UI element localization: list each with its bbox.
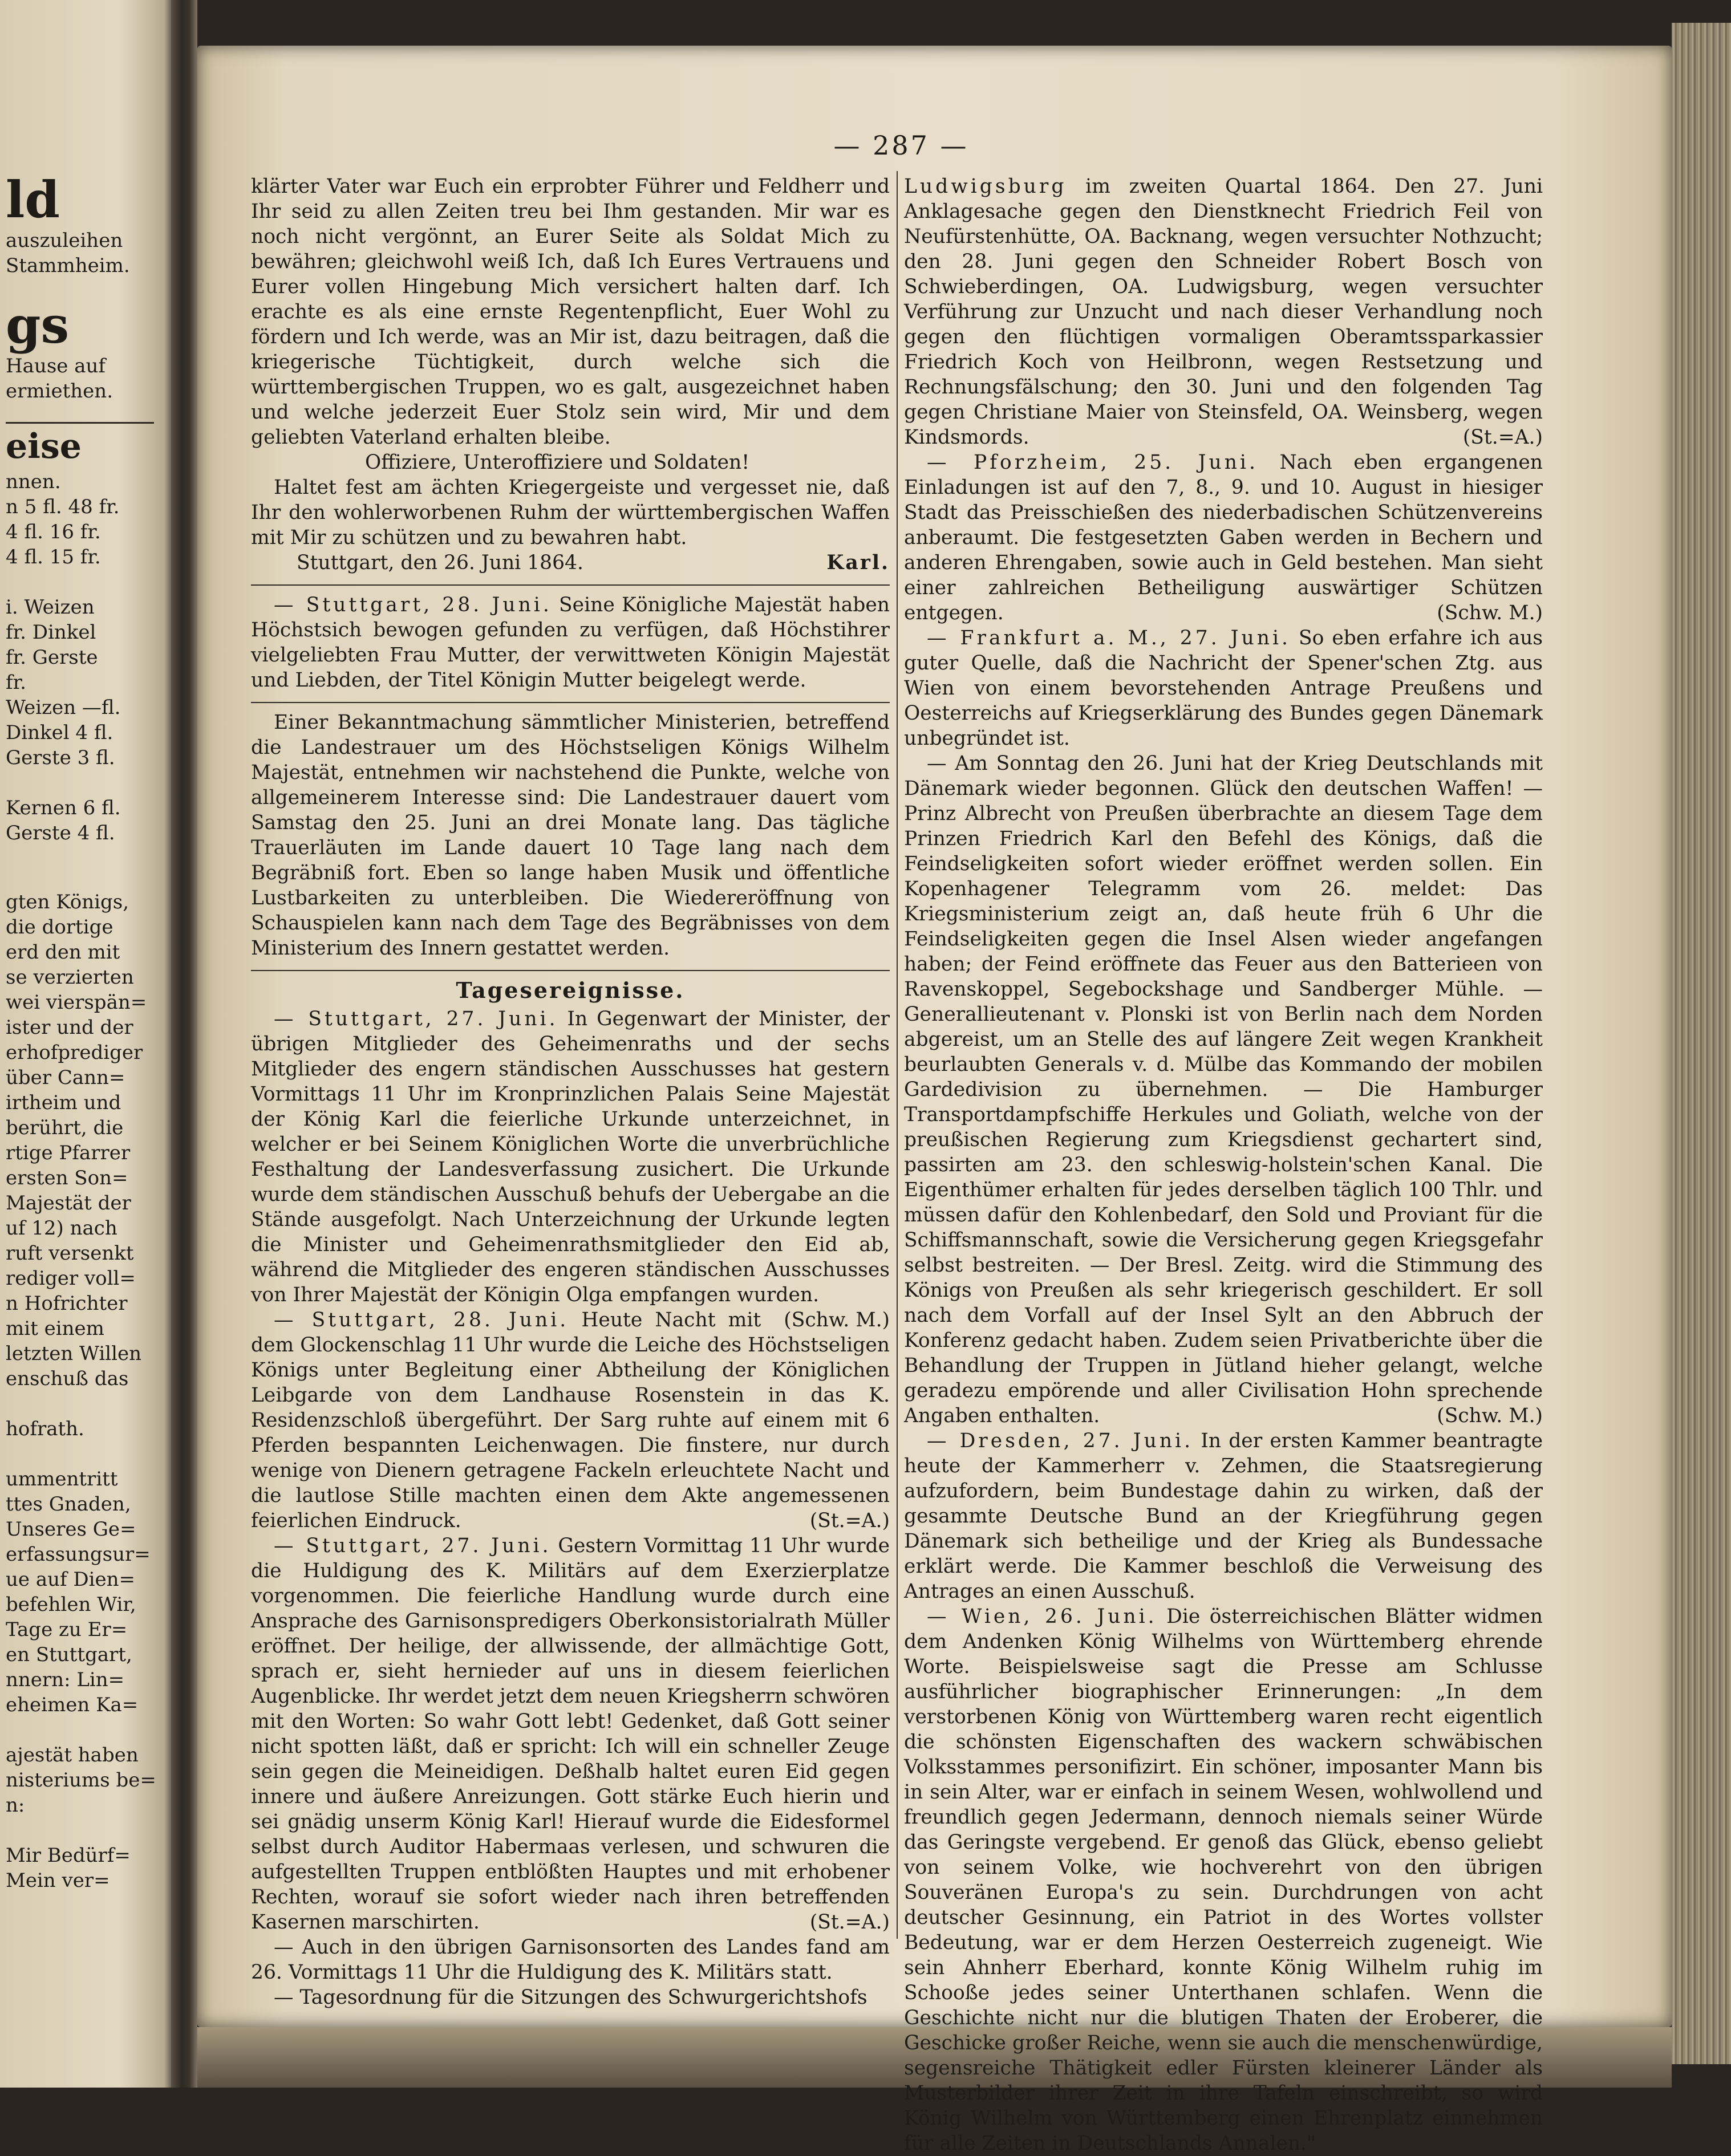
left-line: ersten Son= <box>6 1167 128 1189</box>
news-place: Ludwigsburg <box>904 175 1067 198</box>
left-line: erd den mit <box>6 941 120 964</box>
left-line: gten Königs, <box>6 891 129 913</box>
news-source: (Schw. M.) <box>1437 602 1543 624</box>
left-page-fragment <box>0 0 171 2088</box>
left-line: ttes Gnaden, <box>6 1493 131 1516</box>
left-line: wei vierspän= <box>6 991 147 1014</box>
news-item <box>904 751 1543 1428</box>
left-line: ummentritt <box>6 1468 118 1491</box>
column-right <box>904 174 1543 2156</box>
left-line: fr. <box>6 671 26 694</box>
news-source: (St.=A.) <box>809 1509 890 1532</box>
left-block-2 <box>6 297 165 404</box>
left-line: nisteriums be= <box>6 1769 156 1792</box>
news-place: — Pforzheim, 25. Juni. <box>927 451 1258 474</box>
left-line: n 5 fl. 48 fr. <box>6 496 120 518</box>
left-line: mit einem <box>6 1317 104 1340</box>
news-item <box>251 1308 890 1533</box>
news-text: In Gegenwart der Minister, der übrigen Mitglieder des Geheimenraths und der sechs Mitglieder des engern ständischen Ausschusses hat gestern Vormittags 11 Uhr im Kronprinzlichen Palais Seine Majestät der König Karl die feierliche Urkunde unterzeichnet, in welcher er bei Seinem Königlichen Worte die unverbrüchliche Festhaltung der Landesverfassung zusichert. Die Urkunde wurde dem ständischen Ausschuß behufs der Uebergabe an die Stände ausgefolgt. Nach Unterzeichnung der Urkunde legten die Minister und Geheimenrathsmitglieder den Eid ab, während die Mitglieder des engeren ständischen Ausschusses von Ihrer Majestät der Königin Olga empfangen wurden. <box>251 1008 890 1306</box>
left-line: Gerste 3 fl. <box>6 746 115 769</box>
signature-place: Stuttgart, den 26. Juni 1864. <box>297 551 583 574</box>
news-text: — Am Sonntag den 26. Juni hat der Krieg Deutschlands mit Dänemark wieder begonnen. Glück den deutschen Waffen! — Prinz Albrecht von Preußen überbrachte an diesem Tage dem Prinzen Friedrich Karl den Befehl des Königs, daß die Feindseligkeiten sofort wieder eröffnet werden sollen. Ein Kopenhagener Telegramm vom 26. meldet: Das Kriegsministerium zeigt an, daß heute früh 6 Uhr die Feindseligkeiten gegen die Insel Alsen wieder angefangen haben; der Feind eröffnete das Feuer aus den Batterieen von Ravenskoppel, Segebockshage und Sandberger Mühle. — Generallieutenant v. Plonski ist von Berlin nach dem Norden abgereist, um an Stelle des auf längere Zeit wegen Krankheit beurlaubten Generals v. d. Mülbe das Kommando der mobilen Gardedivision zu übernehmen. — Die Hamburger Transportdampfschiffe Herkules und Goliath, welche von der preußischen Regierung zum Kriegsdienst gechartert sind, passirten am 23. den schleswig-holstein'schen Kanal. Die Eigenthümer erhalten für jedes derselben täglich 100 Thlr. und müssen dafür den Kohlenbedarf, den Sold und Proviant für die Schiffsmannschaft, sowie die Versicherung gegen Kriegsgefahr selbst bestreiten. — Der Bresl. Zeitg. wird die Stimmung des Königs von Preußen als sehr kriegerisch geschildert. Er soll nach dem Vorfall auf der Insel Sylt an den Abbruch der Konferenz gedacht haben. Zudem seien Privatberichte über die Behandlung der Truppen in Jütland hieher gelangt, welche geradezu empörende und aller Civilisation Hohn sprechende Angaben enthalten. <box>904 752 1543 1427</box>
left-line: berührt, die <box>6 1116 124 1139</box>
left-line: Unseres Ge= <box>6 1518 136 1541</box>
news-source: (Schw. M.) <box>784 1309 890 1331</box>
left-price-list <box>6 469 165 846</box>
news-item <box>904 450 1543 626</box>
left-line: ajestät haben <box>6 1744 139 1767</box>
news-item: — Auch in den übrigen Garnisonsorten des Landes fand am 26. Vormittags 11 Uhr die Huldigung des K. Militärs statt. <box>251 1936 890 1984</box>
news-text: Die österreichischen Blätter widmen dem Andenken König Wilhelms von Württemberg ehrende Worte. Beispielsweise sagt die Presse am Schlusse ausführlicher biographischer Erinnerungen: „In dem verstorbenen König von Württemberg waren recht eigentlich die schönsten Eigenschaften des wackern schwäbischen Volksstammes personifizirt. Ein schöner, imposanter Mann bis in sein Alter, war er einfach in seinem Wesen, wohlwollend und freundlich gegen Jedermann, dennoch niemals seiner Würde das Geringste vergebend. Er genoß das Glück, ebenso geliebt von seinem Volke, wie hochverehrt von den übrigen Souveränen Europa's zu sein. Durchdrungen von acht deutscher Gesinnung, ein Patriot in des Wortes vollster Bedeutung, war er dem Herzen Oesterreich zugeneigt. Wie sein Ahnherr Eberhard, konnte König Wilhelm ruhig im Schooße jedes seiner Unterthanen schlafen. Wenn die Geschichte nicht nur die blutigen Thaten der Eroberer, die Geschicke großer Reiche, wenn sie auch die menschenwürdige, segensreiche Thätigkeit edler Fürsten kleinerer Länder als Musterbilder ihrer Zeit in ihre Tafeln einschreibt, so wird König Wilhelm von Württemberg einen Ehrenplatz einnehmen für alle Zeiten in Deutschlands Annalen." <box>904 1605 1543 2155</box>
left-line <box>6 1718 165 1743</box>
left-title-2: gs <box>6 295 70 355</box>
left-line: ruft versenkt <box>6 1242 134 1265</box>
left-line: erfassungsur= <box>6 1543 151 1566</box>
left-line: Gerste 4 fl. <box>6 822 115 844</box>
left-line: rtige Pfarrer <box>6 1142 131 1164</box>
left-line: uf 12) nach <box>6 1217 117 1240</box>
news-text: Nach eben ergangenen Einladungen ist auf den 7, 8., 9. und 10. August in hiesiger Stadt das Preisschießen des niederbadischen Schützenvereins anberaumt. Die festgesetzten Gaben werden in Bechern und anderen Ehrengaben, sowie auch in Geld bestehen. Man sieht einer zahlreichen Betheiligung auswärtiger Schützen entgegen. <box>904 451 1543 624</box>
left-line: Tage zu Er= <box>6 1618 128 1641</box>
left-line: letzten Willen <box>6 1342 142 1365</box>
left-line: n Hofrichter <box>6 1292 128 1315</box>
left-line: fr. Gerste <box>6 646 98 669</box>
left-line: ermiethen. <box>6 380 113 403</box>
news-place: — Stuttgart, 27. Juni. <box>274 1008 558 1030</box>
left-line: ue auf Dien= <box>6 1568 136 1591</box>
signature-name: Karl. <box>826 551 890 574</box>
left-line <box>6 770 165 795</box>
notice-paragraph: Einer Bekanntmachung sämmtlicher Ministerien, betreffend die Landestrauer um des Höchstseligen Königs Wilhelm Majestät, entnehmen wir nachstehend die Punkte, welche von allgemeinerem Interesse sind: Die Landestrauer dauert vom Samstag den 25. Juni an drei Monate lang. Das tägliche Trauerläuten im Lande dauert 10 Tage lang nach dem Begräbniß fort. Eben so lange haben Musik und öffentliche Lustbarkeiten zu unterbleiben. Die Wiedereröffnung von Schauspielen kann nach dem Tage des Begräbnisses von dem Ministerium des Innern gestattet werden. <box>251 711 890 960</box>
news-text: Heute Nacht mit dem Glockenschlag 11 Uhr wurde die Leiche des Höchstseligen Königs unter Begleitung einer Abtheilung der Königlichen Leibgarde von dem Landhause Rosenstein in das K. Residenzschloß übergeführt. Der Sarg ruhte auf einem mit 6 Pferden bespannten Leichenwagen. Die finstere, nur durch wenige von Dienern getragene Fackeln erleuchtete Nacht und die lautlose Stille machten einen dem Akte angemessenen feierlichen Eindruck. <box>251 1309 890 1532</box>
news-place: — Dresden, 27. Juni. <box>927 1430 1194 1452</box>
book-gutter <box>171 0 197 2088</box>
news-item <box>904 174 1543 450</box>
left-block-4 <box>6 890 165 1893</box>
speech-address: Offiziere, Unteroffiziere und Soldaten! <box>365 451 750 474</box>
page-edge <box>1672 23 1731 2064</box>
left-line: Mein ver= <box>6 1869 110 1892</box>
news-item <box>251 592 890 693</box>
news-source: (St.=A.) <box>809 1911 890 1934</box>
speech-paragraph: klärter Vater war Euch ein erprobter Führer und Feldherr und Ihr seid zu allen Zeiten treu bei Ihm gestanden. Mir war es noch nicht vergönnt, an Eurer Seite als Soldat Mich zu bewähren; gleichwohl weiß Ich, daß Ich Eures Vertrauens und Eurer vollen Hingebung Mich versichert halten darf. Ich erachte es als eine ernste Regentenpflicht, Euer Wohl zu fördern und Ich werde, was an Mir ist, dazu beitragen, daß die kriegerische Tüchtigkeit, durch welche sich die württembergischen Truppen, wo es galt, ausgezeichnet haben und welche jederzeit Euer Stolz sein wird, Mir und dem geliebten Vaterland erhalten bleibe. <box>251 175 890 449</box>
separator <box>251 584 890 586</box>
section-heading: Tagesereignisse. <box>456 977 685 1003</box>
news-item <box>904 626 1543 751</box>
news-text: Gestern Vormittag 11 Uhr wurde die Huldigung des K. Militärs auf dem Exerzierplatze vorgenommen. Die feierliche Handlung wurde durch eine Ansprache des Garnisonspredigers Oberkonsistorialrath Müller eröffnet. Der heilige, der allwissende, der allmächtige Gott, sprach er, sieht hernieder auf uns in diesem feierlichen Augenblicke. Ihr werdet jetzt dem neuen Kriegsherrn schwören mit den Worten: So wahr Gott lebt! Gedenket, daß Gott seiner nicht spotten läßt, daß er spricht: Ich will ein schneller Zeuge sein gegen die Meineidigen. Deßhalb haltet euren Eid gegen innere und äußere Anreizungen. Gott stärke Euch hierin und sei gnädig unserm König Karl! Hierauf wurde die Eidesformel selbst durch Auditor Habermaas verlesen, und schwuren die aufgestellten Truppen entblößten Hauptes und mit erhobener Rechten, worauf sie sofort wieder nach ihren betreffenden Kasernen marschirten. <box>251 1534 890 1934</box>
left-line: Majestät der <box>6 1192 131 1215</box>
left-line <box>6 1442 165 1467</box>
column-left <box>251 174 890 2010</box>
left-line: en Stuttgart, <box>6 1643 132 1666</box>
left-line: n: <box>6 1794 25 1817</box>
left-line: Stammheim. <box>6 254 130 277</box>
news-source: (Schw. M.) <box>1437 1404 1543 1427</box>
left-line: nnen. <box>6 470 61 493</box>
news-place: — Stuttgart, 27. Juni. <box>274 1534 552 1557</box>
left-line: Weizen —fl. <box>6 696 121 719</box>
news-place: — Stuttgart, 28. Juni. <box>274 594 552 616</box>
column-divider <box>897 171 898 1939</box>
left-line <box>6 1391 165 1416</box>
speech-paragraph-2: Haltet fest am ächten Kriegergeiste und vergesset nie, daß Ihr den wohlerworbenen Ruhm der württembergischen Waffen mit Mir zu schützen und zu bewahren habt. <box>251 476 890 549</box>
left-line: i. Weizen <box>6 596 95 619</box>
left-block-1 <box>6 171 165 278</box>
left-line: nnern: Lin= <box>6 1668 125 1691</box>
left-line: Hause auf <box>6 355 106 377</box>
left-line: befehlen Wir, <box>6 1593 136 1616</box>
left-line: Dinkel 4 fl. <box>6 721 113 744</box>
left-line: se verzierten <box>6 966 134 989</box>
news-source: (St.=A.) <box>1462 426 1543 449</box>
left-line: auszuleihen <box>6 229 123 252</box>
left-line: 4 fl. 16 fr. <box>6 521 101 543</box>
news-item <box>251 1533 890 1935</box>
left-line: ister und der <box>6 1016 133 1039</box>
news-text: So eben erfahre ich aus guter Quelle, daß die Nachricht der Spener'schen Ztg. aus Wien von einem bevorstehenden Antrage Preußens und Oesterreichs auf Kriegserklärung des Bundes gegen Dänemark unbegründet ist. <box>904 627 1543 750</box>
left-line: Mir Bedürf= <box>6 1844 131 1867</box>
news-text: In der ersten Kammer beantragte heute der Kammerherr v. Zehmen, die Staatsregierung aufzufordern, beim Bundestage dahin zu wirken, daß der gesammte Deutsche Bund an der Kriegführung gegen Dänemark sich betheilige und der Krieg als Bundessache erklärt werde. Die Kammer beschloß die Verweisung des Antrages an einen Ausschuß. <box>904 1430 1543 1603</box>
news-item <box>904 1428 1543 1604</box>
news-item: — Tagesordnung für die Sitzungen des Schwurgerichtshofs <box>274 1986 867 2009</box>
left-line: irtheim und <box>6 1091 121 1114</box>
news-item <box>904 1604 1543 2156</box>
news-text: im zweiten Quartal 1864. Den 27. Juni Anklagesache gegen den Dienstknecht Friedrich Feil von Neufürstenhütte, OA. Backnang, wegen versuchter Nothzucht; den 28. Juni gegen den Schneider Robert Bosch von Schwieberdingen, OA. Ludwigsburg, wegen versuchter Verführung zur Unzucht und nach dieser Verhandlung noch gegen den flüchtigen vormaligen Oberamtssparkassier Friedrich Koch von Heilbronn, wegen Restsetzung und Rechnungsfälschung; den 30. Juni und den folgenden Tag gegen Christiane Maier von Steinsfeld, OA. Weinsberg, wegen Kindsmords. <box>904 175 1543 449</box>
news-place: — Wien, 26. Juni. <box>927 1605 1157 1628</box>
left-title-3: eise <box>6 427 82 466</box>
separator <box>251 970 890 971</box>
left-line: eheimen Ka= <box>6 1694 139 1716</box>
left-line: 4 fl. 15 fr. <box>6 546 101 569</box>
left-line: erhofprediger <box>6 1041 143 1064</box>
signature-row <box>251 550 890 575</box>
news-text: Seine Königliche Majestät haben Höchstsich bewogen gefunden zu verfügen, daß Höchstihrer vielgeliebten Frau Mutter, der verwittweten Königin Majestät und Liebden, der Titel Königin Mutter beigelegt werde. <box>251 594 890 692</box>
left-line: über Cann= <box>6 1066 125 1089</box>
left-line: die dortige <box>6 916 113 939</box>
left-line: Kernen 6 fl. <box>6 797 121 819</box>
page-number: — 287 — <box>833 130 969 161</box>
left-title-1: ld <box>6 170 60 229</box>
left-line <box>6 570 165 595</box>
left-line: hofrath. <box>6 1418 84 1440</box>
left-line <box>6 1818 165 1843</box>
left-block-3 <box>6 422 165 846</box>
left-line: fr. Dinkel <box>6 621 96 644</box>
news-place: — Stuttgart, 28. Juni. <box>274 1309 569 1331</box>
separator <box>251 702 890 703</box>
left-line: rediger voll= <box>6 1267 136 1290</box>
left-line: enschuß das <box>6 1367 129 1390</box>
news-place: — Frankfurt a. M., 27. Juni. <box>927 627 1291 649</box>
